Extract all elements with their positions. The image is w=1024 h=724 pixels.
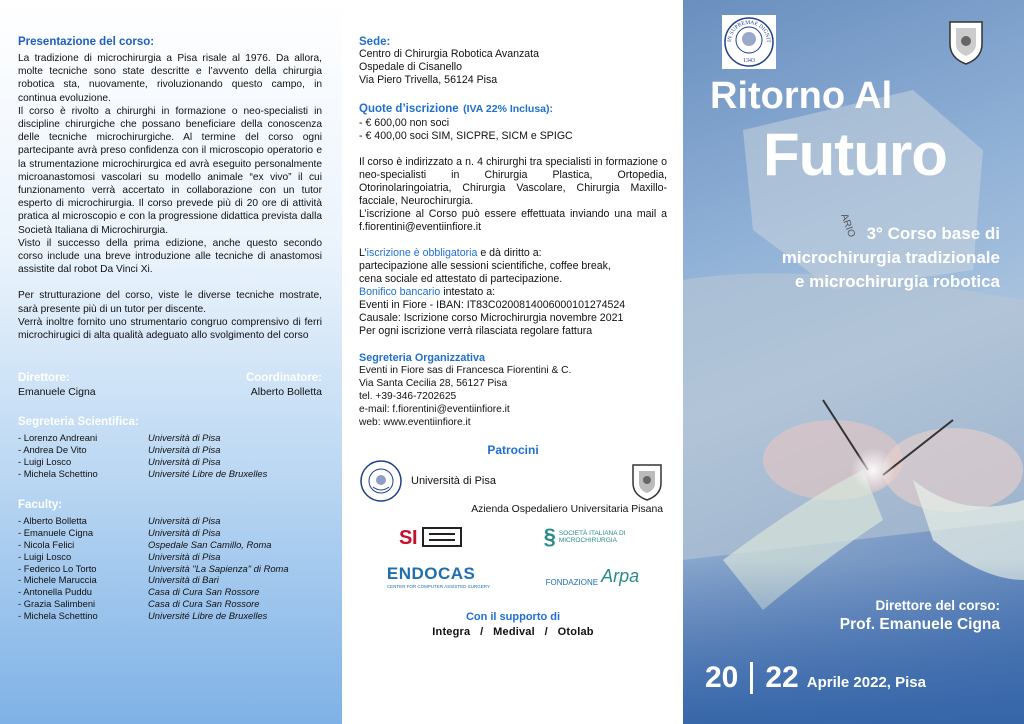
list-item — [18, 551, 322, 563]
date-end: 22 — [765, 661, 799, 694]
list-item — [18, 432, 322, 444]
person-name: - Federico Lo Torto — [18, 562, 97, 574]
list-item — [18, 574, 322, 586]
venue-line: Via Piero Trivella, 56124 Pisa — [359, 74, 498, 86]
venue-title: Sede: — [359, 36, 391, 48]
university-name: Università di Pisa — [411, 475, 496, 487]
person-affiliation: Università di Pisa — [148, 515, 221, 527]
person-name: - Andrea De Vito — [18, 444, 87, 456]
university-seal-icon — [359, 459, 403, 503]
sicm-logo — [397, 524, 467, 550]
person-name: - Alberto Bolletta — [18, 515, 87, 527]
date-start: 20 — [705, 661, 739, 694]
registration-prefix: L’ — [359, 247, 367, 259]
secretariat-line: web: www.eventiinfiore.it — [359, 417, 471, 428]
patronage-row-3 — [359, 564, 667, 589]
sim-logo — [544, 524, 629, 550]
presentation-paragraph: Il corso è rivolto a chirurghi in formazione o neo-specialisti in discipline chirurgiche che possano beneficiare della conoscenza delle tecniche microchirurgiche. Al termine del corso ogni partecipante avrà preso confidenza con il microscopio operatorio e la strumentazione microchirurgica ed avrà eseguito personalmente microanastomosi vascolari su modello animale “ex vivo” il cui funzionamento verrà accertato in collaborazione con un tutor esperto di microchirurgia. Il corso prevede più di 20 ore di attività pratica al microscopio e con la progressione didattica prevista dalla Società Italiana di Microchirurgia. — [18, 105, 322, 236]
person-affiliation: Casa di Cura San Rossore — [148, 598, 260, 610]
bank-heading — [359, 286, 667, 299]
university-seal-icon — [721, 14, 777, 70]
person-name: - Michela Schettino — [18, 609, 98, 621]
bank-suffix: intestato a: — [440, 286, 496, 298]
person-name: - Luigi Losco — [18, 550, 72, 562]
endocas-logo — [387, 564, 490, 589]
fees-heading — [359, 99, 667, 117]
list-item — [18, 456, 322, 468]
date-separator — [750, 662, 753, 694]
director-label: Direttore: — [18, 372, 70, 385]
registration-heading — [359, 247, 667, 260]
faculty-label: Faculty: — [18, 499, 63, 512]
list-item — [18, 539, 322, 551]
title-line-1: Ritorno Al — [710, 75, 893, 117]
faculty-list — [18, 515, 322, 621]
svg-text:I: I — [412, 527, 418, 549]
secretariat-line: Eventi in Fiore sas di Francesca Fiorentini & C. — [359, 365, 572, 376]
person-affiliation: Università di Pisa — [148, 432, 221, 444]
person-name: - Michela Schettino — [18, 467, 98, 479]
seal-year: 1343 — [743, 58, 755, 64]
list-item — [18, 586, 322, 598]
right-panel — [683, 0, 1024, 724]
patronage-row-2 — [359, 524, 667, 550]
coordinator-name: Alberto Bolletta — [250, 386, 322, 399]
person-name: - Grazia Salimbeni — [18, 598, 96, 610]
list-item — [18, 610, 322, 622]
person-affiliation: Université Libre de Bruxelles — [148, 609, 268, 621]
patronage-title: Patrocini — [487, 443, 539, 457]
fee-line: - € 600,00 non soci — [359, 117, 450, 129]
roles-heading — [18, 372, 322, 384]
target-text: Il corso è indirizzato a n. 4 chirurghi tra specialisti in formazione o neo-specialisti in Chirurgia Plastica, Ortopedia, Otorinolaringoiatria, Chirurgia Vascolare, Chirurgia Maxillo-facciale, Neurochirurgia. — [359, 156, 667, 207]
scope-label: ARIO — [838, 212, 857, 240]
sicm-logo-icon — [397, 524, 467, 550]
person-affiliation: Université Libre de Bruxelles — [148, 467, 268, 479]
venue-line: Centro di Chirurgia Robotica Avanzata — [359, 48, 540, 60]
endocas-subtitle: CENTER FOR COMPUTER ASSISTED SURGERY — [386, 584, 490, 589]
arpa-foundation: FONDAZIONE — [545, 578, 599, 587]
presentation-title: Presentazione del corso: — [18, 36, 155, 48]
left-panel — [0, 0, 342, 724]
registration-line: cena sociale ed attestato di partecipazione. — [359, 273, 563, 285]
list-item — [18, 563, 322, 575]
fees-note: (IVA 22% Inclusa): — [463, 103, 553, 115]
person-name: - Michele Maruccia — [18, 574, 97, 586]
secretariat-line: e-mail: f.fiorentini@eventiinfiore.it — [359, 404, 510, 415]
person-name: - Lorenzo Andreani — [18, 432, 98, 444]
person-name: - Nicola Felici — [18, 539, 75, 551]
sponsors: Integra / Medival / Otolab — [432, 626, 594, 638]
subtitle-line: e microchirurgia robotica — [795, 272, 1000, 291]
svg-text:S: S — [399, 527, 413, 549]
presentation-paragraph: Visto il successo della prima edizione, anche questo secondo corso include una breve introduzione alle tecniche di anastomosi assistite dal robot Da Vinci Xi. — [18, 237, 322, 276]
list-item — [18, 515, 322, 527]
person-affiliation: Casa di Cura San Rossore — [148, 586, 260, 598]
subtitle — [782, 222, 1000, 294]
person-name: - Emanuele Cigna — [18, 527, 94, 539]
list-item — [18, 598, 322, 610]
list-item — [18, 527, 322, 539]
bank-highlight: Bonifico bancario — [359, 286, 441, 298]
person-affiliation: Università di Pisa — [148, 455, 221, 467]
course-director-name: Prof. Emanuele Cigna — [839, 616, 1000, 633]
subtitle-line: microchirurgia tradizionale — [781, 248, 1000, 267]
event-date — [705, 661, 926, 695]
title-line-2: Futuro — [763, 121, 947, 188]
support-block — [359, 611, 667, 638]
coordinator-label: Coordinatore: — [245, 372, 322, 385]
registration-suffix: e dà diritto a: — [477, 247, 542, 259]
sim-logo-text: SOCIETÀ ITALIANA DI MICROCHIRURGIA — [558, 530, 626, 544]
hospital-crest-icon — [627, 459, 667, 503]
list-item — [18, 468, 322, 480]
enroll-text: L’iscrizione al Corso può essere effettuata inviando una mail a f.fiorentini@eventiinfiore.it — [359, 208, 667, 233]
director-name: Emanuele Cigna — [18, 386, 96, 399]
registration-highlight: iscrizione è obbligatoria — [366, 247, 478, 259]
date-rest: Aprile 2022, Pisa — [806, 674, 926, 691]
person-name: - Luigi Losco — [18, 455, 72, 467]
person-affiliation: Università di Pisa — [148, 550, 221, 562]
middle-panel — [342, 0, 683, 724]
fee-line: - € 400,00 soci SIM, SICPRE, SICM e SPIGC — [359, 130, 573, 142]
university-block — [359, 459, 496, 503]
course-director — [840, 598, 1000, 634]
presentation-paragraph: Per strutturazione del corso, viste le diverse tecniche mostrate, sarà presente più di un tutor per discente. — [18, 290, 322, 315]
endocas-name: ENDOCAS — [386, 564, 476, 583]
hospital-name: Azienda Ospedaliero Universitaria Pisana — [471, 504, 663, 515]
subtitle-line: 3° Corso base di — [866, 224, 1000, 243]
scientific-list — [18, 432, 322, 479]
person-name: - Antonella Puddu — [18, 586, 93, 598]
presentation-paragraph: Verrà inoltre fornito uno strumentario congruo comprensivo di ferri microchirugici di alta qualità adeguato allo svolgimento del corso — [18, 316, 322, 342]
person-affiliation: Università di Bari — [148, 574, 219, 586]
course-director-label: Direttore del corso: — [875, 598, 1000, 613]
presentation-paragraph: La tradizione di microchirurgia a Pisa risale al 1976. Da allora, molte tecniche sono state descritte e l’avvento della chirurgia robotica sta, nuovamente, rivoluzionando questo campo, in continua evoluzione. — [18, 53, 322, 104]
person-affiliation: Ospedale San Camillo, Roma — [148, 539, 272, 551]
person-affiliation: Università "La Sapienza" di Roma — [148, 562, 289, 574]
patronage-row-1 — [359, 459, 667, 503]
list-item — [18, 444, 322, 456]
person-affiliation: Università di Pisa — [148, 527, 221, 539]
secretariat-title: Segreteria Organizzativa — [359, 352, 486, 364]
bank-line: Eventi in Fiore - IBAN: IT83C0200814006000101274524 — [359, 299, 626, 311]
fees-title: Quote d’iscrizione — [359, 103, 459, 115]
venue-line: Ospedale di Cisanello — [359, 61, 463, 73]
secretariat-line: tel. +39-346-7202625 — [359, 391, 457, 402]
person-affiliation: Università di Pisa — [148, 444, 221, 456]
scientific-secretariat-label: Segreteria Scientifica: — [18, 416, 139, 429]
secretariat-line: Via Santa Cecilia 28, 56127 Pisa — [359, 378, 508, 389]
seal-motto: IN SUPREMAE DIGNIT — [726, 19, 772, 43]
arpa-logo — [546, 566, 639, 587]
bank-line: Causale: Iscrizione corso Microchirurgia novembre 2021 — [359, 312, 624, 324]
support-title: Con il supporto di — [465, 611, 561, 623]
arpa-name: Arpa — [601, 566, 640, 586]
roles-names — [18, 386, 322, 398]
bank-line: Per ogni iscrizione verrà rilasciata regolare fattura — [359, 325, 593, 337]
registration-line: partecipazione alle sessioni scientifiche, coffee break, — [359, 260, 611, 272]
hospital-crest-icon — [946, 18, 986, 66]
sim-mark-icon: § — [543, 524, 556, 549]
